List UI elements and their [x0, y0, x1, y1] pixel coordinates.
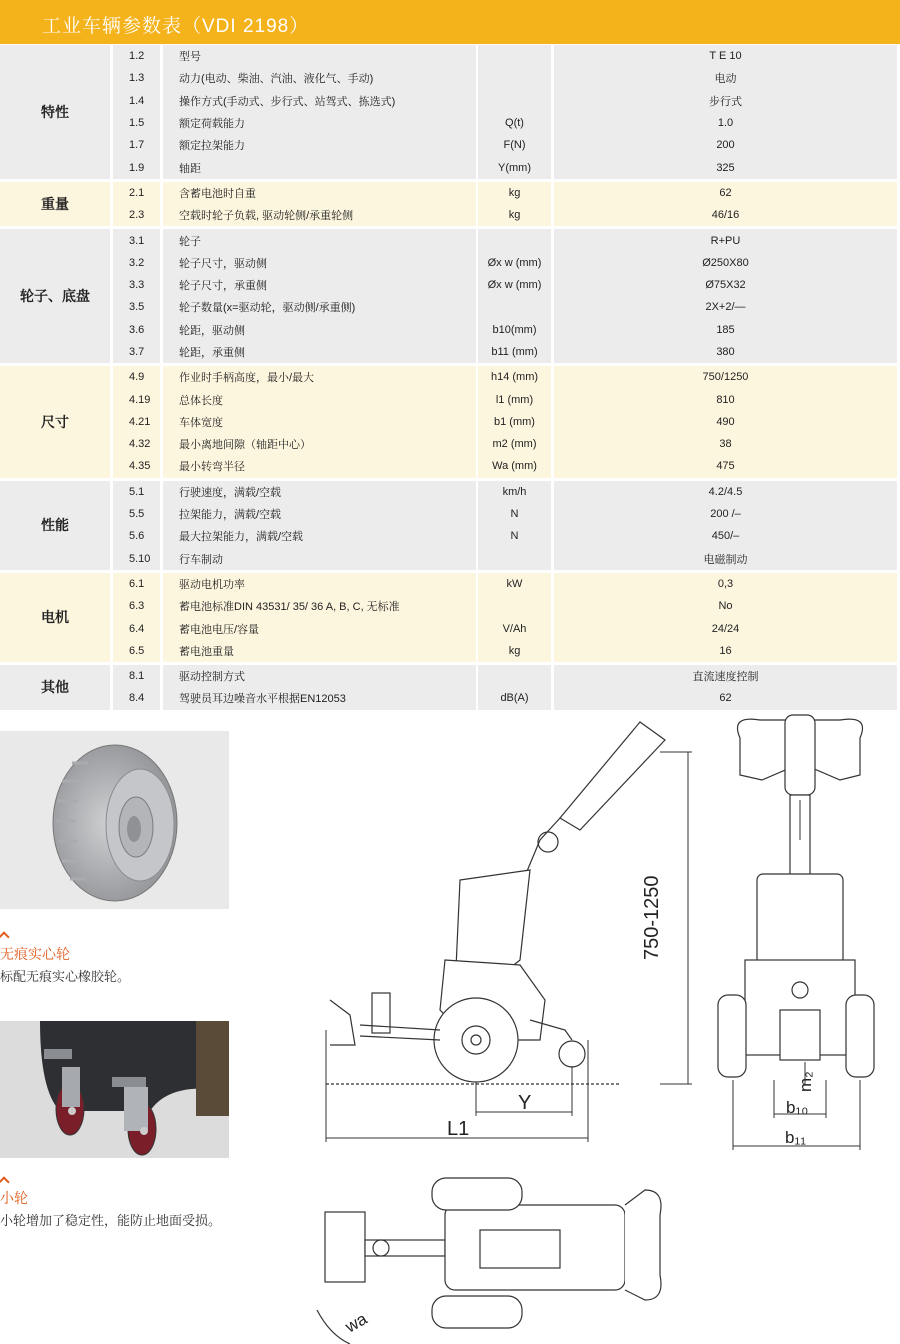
row-code: 6.3	[113, 595, 163, 617]
dim-label-y: Y	[518, 1092, 532, 1114]
side-view-drawing	[326, 722, 665, 1084]
table-row	[0, 274, 897, 296]
row-unit: m2 (mm)	[476, 433, 551, 455]
row-value: 810	[551, 388, 897, 410]
table-row	[0, 363, 897, 388]
table-row	[0, 204, 897, 226]
row-code: 4.9	[113, 363, 163, 388]
row-value: 200	[551, 134, 897, 156]
category-label: 重量	[0, 179, 113, 227]
row-parameter: 动力(电动、柴油、汽油、液化气、手动)	[163, 67, 476, 89]
category-label: 特性	[0, 45, 113, 179]
table-row	[0, 226, 897, 251]
row-value: 62	[551, 687, 897, 709]
table-row	[0, 570, 897, 595]
table-row	[0, 411, 897, 433]
table-row	[0, 45, 897, 67]
dim-label-l1: L1	[447, 1118, 470, 1140]
row-parameter: 驱动控制方式	[163, 662, 476, 687]
row-value: 4.2/4.5	[551, 478, 897, 503]
table-row	[0, 341, 897, 363]
row-code: 5.5	[113, 503, 163, 525]
dim-label-m2: m₂	[796, 1071, 815, 1092]
row-code: 8.1	[113, 662, 163, 687]
table-row	[0, 388, 897, 410]
row-parameter: 最小离地间隙（轴距中心）	[163, 433, 476, 455]
row-parameter: 总体长度	[163, 388, 476, 410]
row-unit: l1 (mm)	[476, 388, 551, 410]
row-code: 3.2	[113, 252, 163, 274]
row-value: No	[551, 595, 897, 617]
row-code: 3.7	[113, 341, 163, 363]
table-row	[0, 525, 897, 547]
row-unit: Øx w (mm)	[476, 274, 551, 296]
row-value: 325	[551, 156, 897, 178]
row-unit: kg	[476, 640, 551, 662]
table-row	[0, 156, 897, 178]
table-row	[0, 134, 897, 156]
table-row	[0, 548, 897, 570]
row-unit	[476, 595, 551, 617]
row-value: 185	[551, 319, 897, 341]
category-label: 尺寸	[0, 363, 113, 477]
table-row	[0, 67, 897, 89]
row-code: 5.10	[113, 548, 163, 570]
row-unit: Øx w (mm)	[476, 252, 551, 274]
row-parameter: 型号	[163, 45, 476, 67]
row-value: Ø250X80	[551, 252, 897, 274]
row-parameter: 蓄电池标准DIN 43531/ 35/ 36 A, B, C, 无标准	[163, 595, 476, 617]
solid-tire-image	[0, 731, 229, 909]
row-code: 2.1	[113, 179, 163, 204]
solid-tire-photo	[0, 731, 229, 909]
row-unit	[476, 548, 551, 570]
spec-table	[0, 45, 897, 710]
row-value: 380	[551, 341, 897, 363]
row-unit: kW	[476, 570, 551, 595]
row-value: 电动	[551, 67, 897, 89]
row-parameter: 含蓄电池时自重	[163, 179, 476, 204]
spec-table-title: 工业车辆参数表（VDI 2198）	[42, 16, 310, 37]
row-code: 4.19	[113, 388, 163, 410]
row-code: 6.5	[113, 640, 163, 662]
spec-table-body	[0, 45, 897, 710]
row-parameter: 作业时手柄高度，最小/最大	[163, 363, 476, 388]
row-value: R+PU	[551, 226, 897, 251]
row-value: 38	[551, 433, 897, 455]
table-row	[0, 433, 897, 455]
table-row	[0, 617, 897, 639]
category-label: 电机	[0, 570, 113, 662]
row-unit: Wa (mm)	[476, 455, 551, 477]
row-code: 1.2	[113, 45, 163, 67]
row-parameter: 轮距，驱动侧	[163, 319, 476, 341]
row-value: T E 10	[551, 45, 897, 67]
row-unit: dB(A)	[476, 687, 551, 709]
row-value: Ø75X32	[551, 274, 897, 296]
row-unit: Q(t)	[476, 112, 551, 134]
row-parameter: 驱动电机功率	[163, 570, 476, 595]
row-parameter: 轮距，承重侧	[163, 341, 476, 363]
row-unit: F(N)	[476, 134, 551, 156]
row-parameter: 轴距	[163, 156, 476, 178]
row-value: 46/16	[551, 204, 897, 226]
row-value: 200 /–	[551, 503, 897, 525]
category-label: 轮子、底盘	[0, 226, 113, 363]
table-row	[0, 640, 897, 662]
row-code: 1.4	[113, 90, 163, 112]
row-parameter: 轮子尺寸，驱动侧	[163, 252, 476, 274]
row-parameter: 行车制动	[163, 548, 476, 570]
row-parameter: 轮子尺寸，承重侧	[163, 274, 476, 296]
table-row	[0, 112, 897, 134]
row-unit: h14 (mm)	[476, 363, 551, 388]
row-parameter: 最小转弯半径	[163, 455, 476, 477]
row-code: 2.3	[113, 204, 163, 226]
row-value: 步行式	[551, 90, 897, 112]
table-row	[0, 179, 897, 204]
feature-text-caster: 小轮增加了稳定性，能防止地面受损。	[0, 1213, 222, 1228]
row-unit: b11 (mm)	[476, 341, 551, 363]
table-row	[0, 478, 897, 503]
row-code: 4.21	[113, 411, 163, 433]
caret-icon	[0, 1176, 10, 1187]
dim-label-b10: b₁₀	[786, 1098, 809, 1117]
table-row	[0, 687, 897, 709]
row-parameter: 额定荷载能力	[163, 112, 476, 134]
row-parameter: 车体宽度	[163, 411, 476, 433]
row-unit: km/h	[476, 478, 551, 503]
row-unit: b10(mm)	[476, 319, 551, 341]
row-unit	[476, 296, 551, 318]
feature-text-tire: 标配无痕实心橡胶轮。	[0, 969, 131, 984]
row-value: 475	[551, 455, 897, 477]
row-unit	[476, 90, 551, 112]
row-code: 1.3	[113, 67, 163, 89]
row-code: 8.4	[113, 687, 163, 709]
row-code: 4.35	[113, 455, 163, 477]
row-unit: kg	[476, 204, 551, 226]
table-row	[0, 455, 897, 477]
row-parameter: 操作方式(手动式、步行式、站驾式、拣选式)	[163, 90, 476, 112]
row-value: 16	[551, 640, 897, 662]
row-code: 3.6	[113, 319, 163, 341]
row-unit: Y(mm)	[476, 156, 551, 178]
row-unit	[476, 226, 551, 251]
row-code: 4.32	[113, 433, 163, 455]
caster-wheel-photo	[0, 1021, 229, 1158]
table-row	[0, 595, 897, 617]
row-value: 0,3	[551, 570, 897, 595]
row-parameter: 驾驶员耳边噪音水平根据EN12053	[163, 687, 476, 709]
table-row	[0, 503, 897, 525]
row-unit: b1 (mm)	[476, 411, 551, 433]
row-parameter: 轮子数量(x=驱动轮，驱动侧/承重侧)	[163, 296, 476, 318]
row-value: 490	[551, 411, 897, 433]
row-parameter: 轮子	[163, 226, 476, 251]
feature-title-tire: 无痕实心轮	[0, 946, 70, 962]
category-label: 其他	[0, 662, 113, 710]
row-value: 62	[551, 179, 897, 204]
row-parameter: 空载时轮子负载, 驱动轮侧/承重轮侧	[163, 204, 476, 226]
row-unit: kg	[476, 179, 551, 204]
row-unit	[476, 662, 551, 687]
row-parameter: 额定拉架能力	[163, 134, 476, 156]
row-unit	[476, 45, 551, 67]
row-value: 直流速度控制	[551, 662, 897, 687]
category-label: 性能	[0, 478, 113, 570]
row-code: 3.3	[113, 274, 163, 296]
row-code: 1.9	[113, 156, 163, 178]
row-code: 6.4	[113, 617, 163, 639]
row-unit	[476, 67, 551, 89]
row-value: 450/–	[551, 525, 897, 547]
row-parameter: 行驶速度，满载/空载	[163, 478, 476, 503]
dim-label-wa: wa	[342, 1309, 371, 1337]
front-view-drawing	[718, 715, 874, 1077]
row-value: 2X+2/—	[551, 296, 897, 318]
table-row	[0, 296, 897, 318]
row-parameter: 最大拉架能力，满载/空载	[163, 525, 476, 547]
row-code: 1.7	[113, 134, 163, 156]
row-parameter: 蓄电池重量	[163, 640, 476, 662]
caster-wheel-image	[0, 1021, 229, 1158]
table-row	[0, 319, 897, 341]
table-row	[0, 252, 897, 274]
row-unit: N	[476, 503, 551, 525]
table-row	[0, 90, 897, 112]
row-unit: N	[476, 525, 551, 547]
row-unit: V/Ah	[476, 617, 551, 639]
row-code: 5.1	[113, 478, 163, 503]
table-row	[0, 662, 897, 687]
spec-header-bar	[0, 0, 900, 44]
row-value: 750/1250	[551, 363, 897, 388]
row-value: 1.0	[551, 112, 897, 134]
row-value: 24/24	[551, 617, 897, 639]
row-value: 电磁制动	[551, 548, 897, 570]
row-parameter: 拉架能力，满载/空载	[163, 503, 476, 525]
row-parameter: 蓄电池电压/容量	[163, 617, 476, 639]
feature-title-caster: 小轮	[0, 1190, 28, 1206]
row-code: 1.5	[113, 112, 163, 134]
row-code: 3.5	[113, 296, 163, 318]
row-code: 3.1	[113, 226, 163, 251]
caret-icon	[0, 931, 10, 942]
dim-label-b11: b₁₁	[785, 1128, 806, 1147]
top-view-drawing	[317, 1178, 661, 1344]
row-code: 5.6	[113, 525, 163, 547]
side-view-dimensions	[326, 752, 692, 1142]
row-code: 6.1	[113, 570, 163, 595]
